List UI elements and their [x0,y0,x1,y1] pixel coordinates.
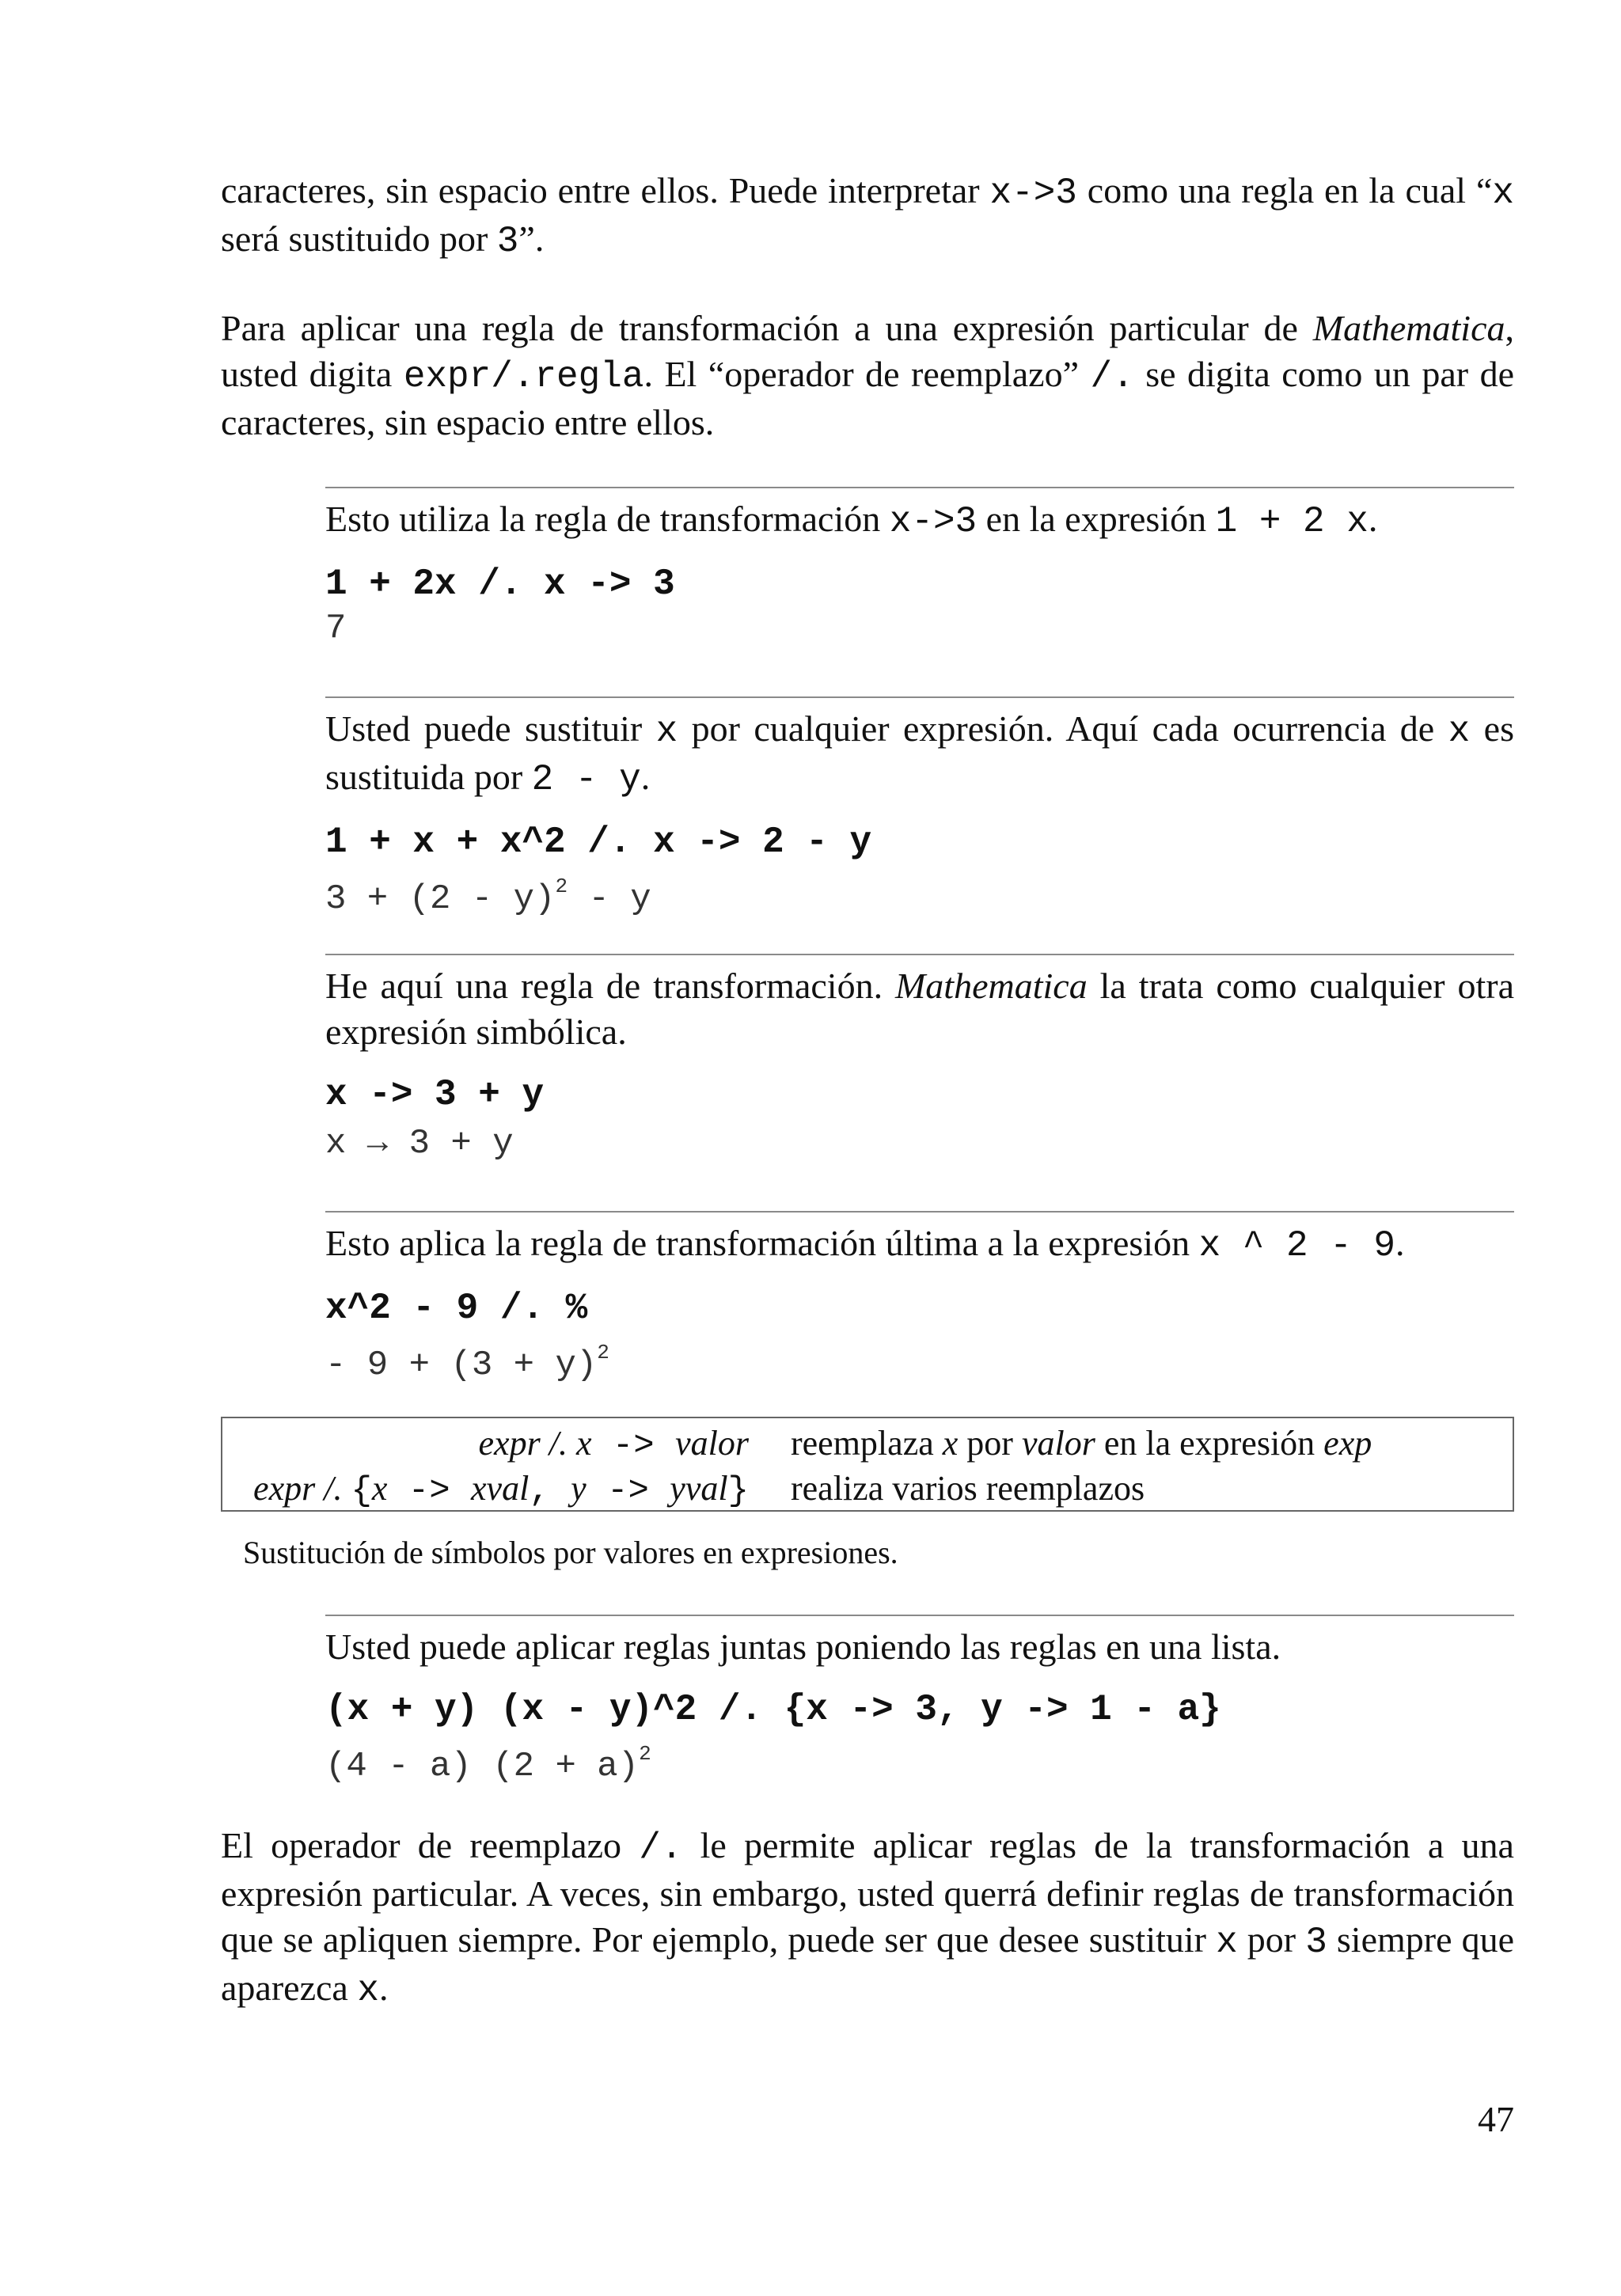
code: x->3 [889,501,978,542]
cell-input: x^2 - 9 /. % [325,1288,588,1329]
exponent: 2 [597,1341,609,1364]
paragraph-intro [221,168,1514,264]
text: será sustituido por [221,218,497,259]
syntax-row-2 [222,1466,1513,1512]
italic-text: valor [1021,1424,1095,1463]
cell-output: x → 3 + y [325,1124,514,1163]
code: -> [586,1471,670,1511]
italic-text: expr [253,1469,316,1508]
output-text: - y [568,879,651,919]
code: x ^ 2 - 9 [1198,1225,1396,1266]
text: en la expresión [977,499,1216,539]
text: ”. [518,218,545,259]
text: . [1395,1223,1405,1263]
exponent: 2 [555,875,568,898]
text: la trata como cualquier otra expresión simbólica. [325,966,1514,1052]
code: 2 - y [531,759,641,800]
text: por cualquier expresión. Aquí cada ocurrencia de [678,708,1448,749]
example-cell-2 [325,696,1514,921]
code: 1 + 2 x [1215,501,1369,542]
code: x [1492,173,1514,214]
output-text: (4 - a) (2 + a) [325,1747,640,1786]
cell-output [325,1732,1514,1789]
code: } [727,1471,749,1511]
italic-text: yval [670,1469,728,1508]
page-number: 47 [1478,2099,1514,2139]
syntax-form [479,1421,749,1469]
text: como una regla en la cual “ [1076,170,1493,211]
cell-input: x -> 3 + y [325,1074,545,1115]
text: es sustituida por [325,708,1514,797]
output-text: - 9 + (3 + y) [325,1345,598,1385]
syntax-row-1 [222,1421,1513,1467]
text: . [378,1968,389,2008]
example-cell-4 [325,1211,1514,1387]
italic-text: xval [471,1469,530,1508]
paragraph-apply-rule [221,306,1514,446]
italic-text: y [571,1469,587,1508]
example-cell-5 [325,1615,1514,1789]
syntax-table [221,1417,1514,1512]
paragraph-conclusion [221,1823,1514,2013]
text: Para aplicar una regla de transformación a una expresión particular de [221,308,1313,348]
syntax-form [253,1466,749,1514]
code: x [357,1970,379,2011]
table-caption: Sustitución de símbolos por valores en expresiones. [243,1535,898,1570]
code: , [529,1471,571,1511]
code: { [351,1471,372,1511]
text: El operador de reemplazo [221,1825,640,1865]
cell-output [325,864,1514,921]
text: Esto aplica la regla de transformación última a la expresión [325,1223,1199,1263]
italic-text: x [942,1424,959,1463]
code: /. [1090,356,1134,397]
cell-input: 1 + x + x^2 /. x -> 2 - y [325,822,872,863]
cell-description: Usted puede aplicar reglas juntas poniendo las reglas en una lista. [325,1626,1281,1667]
text: . [640,757,651,797]
text: Esto utiliza la regla de transformación [325,499,890,539]
code: /. [639,1827,683,1869]
text: por [958,1424,1022,1463]
code: -> [591,1426,676,1466]
cell-description [325,496,1514,545]
code: x [1216,1922,1238,1963]
italic-text: valor [675,1424,749,1463]
cell-input: (x + y) (x - y)^2 /. {x -> 3, y -> 1 - a} [325,1689,1221,1730]
text: . El “operador de reemplazo” [643,354,1091,394]
text: por [1237,1919,1306,1960]
cell-description [325,1220,1514,1269]
code: x [1448,711,1471,752]
output-text: 3 + (2 - y) [325,879,556,919]
syntax-meaning: realiza varios reemplazos [791,1469,1145,1508]
cell-description [325,963,1514,1055]
code: 3 [496,221,519,262]
text: le permite aplicar reglas de la transformación a una expresión particular. A veces, sin embargo, usted querrá definir reglas de transformación que se apliquen siempre. Por ejemplo, puede ser que desee sustituir [221,1825,1514,1960]
text: siempre que aparezca [221,1919,1515,2008]
italic-text: Mathematica [894,966,1088,1006]
italic-text: x [371,1469,388,1508]
cell-output: 7 [325,609,347,648]
italic-text: x [575,1424,592,1463]
italic-text: /. [315,1469,351,1508]
italic-text: exp [1323,1424,1372,1463]
example-cell-3 [325,954,1514,1166]
text: , usted digita [221,308,1514,394]
text: . [1368,499,1378,539]
code: 3 [1305,1922,1327,1963]
cell-description [325,706,1514,803]
text: Usted puede sustituir [325,708,656,749]
italic-text: /. [540,1424,576,1463]
text: caracteres, sin espacio entre ellos. Puede interpretar [221,170,990,211]
syntax-meaning [791,1421,1372,1467]
code: x [655,711,678,752]
text: se digita como un par de caracteres, sin espacio entre ellos. [221,354,1514,442]
text: He aquí una regla de transformación. [325,966,895,1006]
code: x->3 [989,173,1077,214]
exponent: 2 [639,1742,651,1766]
code: -> [387,1471,472,1511]
cell-input: 1 + 2x /. x -> 3 [325,564,675,605]
example-cell-1 [325,487,1514,651]
italic-text: Mathematica [1312,308,1505,348]
italic-text: expr [478,1424,541,1463]
text: en la expresión [1095,1424,1324,1463]
code: expr/.regla [403,356,644,397]
cell-output [325,1330,1514,1387]
text: reemplaza [791,1424,943,1463]
